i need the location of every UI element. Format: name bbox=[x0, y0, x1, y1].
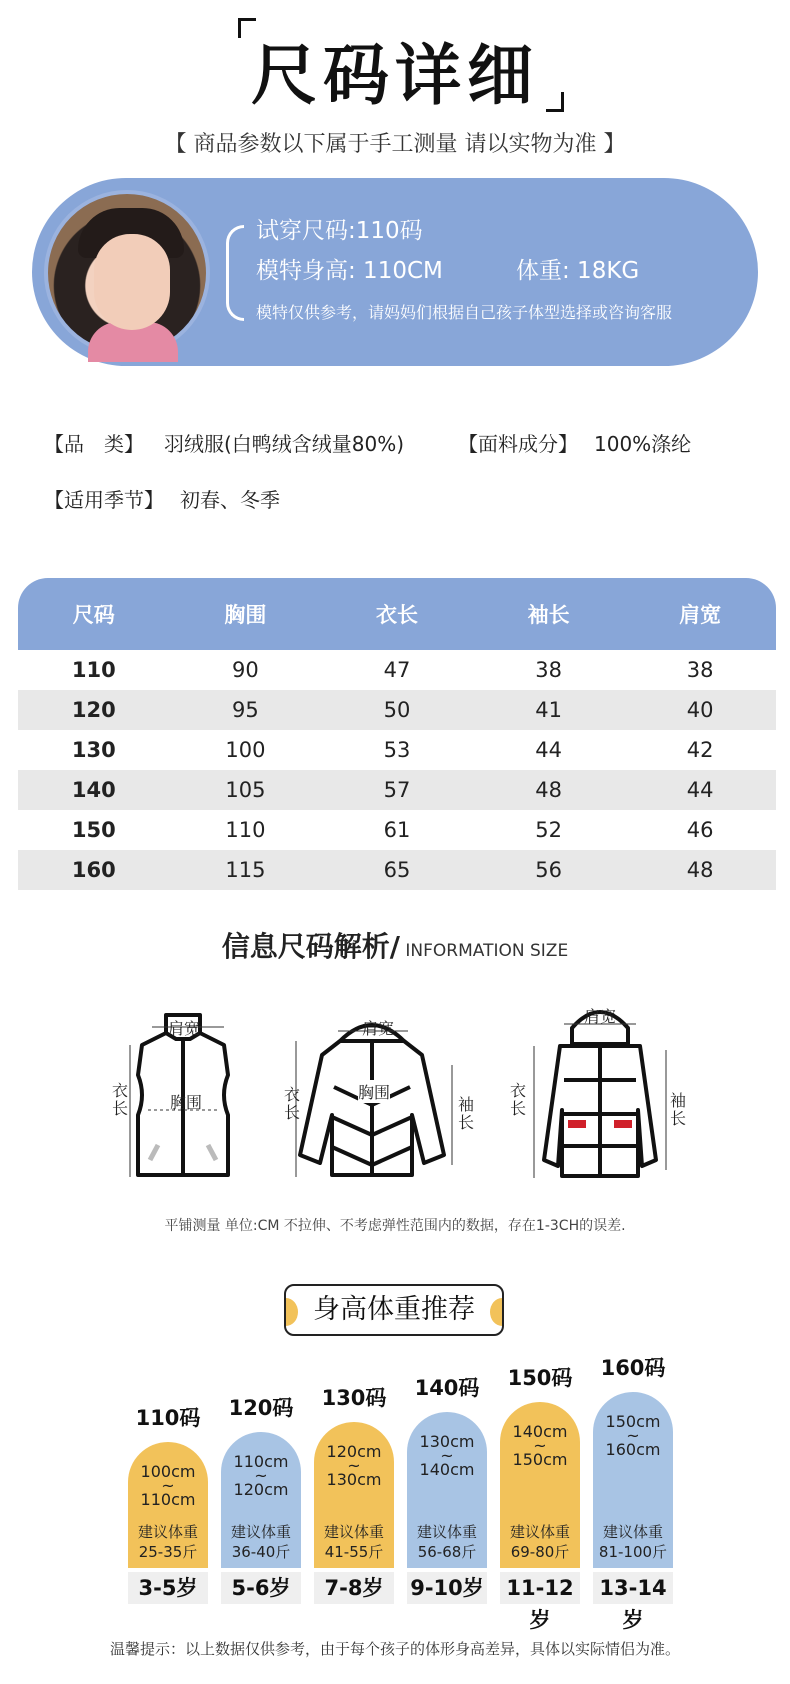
cell: 48 bbox=[535, 778, 562, 802]
recommend-height-pill bbox=[407, 1412, 487, 1568]
cell: 115 bbox=[225, 858, 266, 882]
height-min: 140cm bbox=[512, 1422, 568, 1441]
height-max: 140cm bbox=[419, 1460, 475, 1479]
th-size: 尺码 bbox=[72, 603, 115, 627]
title-bracket-right bbox=[546, 92, 564, 112]
weight-label: 建议体重 bbox=[137, 1523, 198, 1541]
coat-sleeve-label: 袖长 bbox=[670, 1091, 687, 1128]
recommend-age: 5-6岁 bbox=[221, 1572, 301, 1604]
cell: 130 bbox=[71, 738, 116, 762]
table-row bbox=[18, 690, 776, 730]
recommend-height-pill bbox=[128, 1442, 208, 1568]
vest-length-label: 衣长 bbox=[112, 1081, 129, 1118]
jacket-sleeve-label: 袖长 bbox=[458, 1095, 475, 1132]
height-max: 160cm bbox=[605, 1440, 661, 1459]
model-size: 试穿尺码:110码 bbox=[256, 218, 423, 244]
cell: 140 bbox=[71, 778, 116, 802]
coat-length-label: 衣长 bbox=[510, 1081, 527, 1118]
cell: 100 bbox=[225, 738, 266, 762]
cell: 160 bbox=[71, 858, 116, 882]
weight-label: 建议体重 bbox=[230, 1523, 291, 1541]
measure-title-cn: 信息尺码解析/ bbox=[221, 930, 401, 963]
height-tilde: ~ bbox=[626, 1426, 640, 1445]
recommend-title bbox=[284, 1284, 504, 1336]
size-table-body bbox=[18, 650, 776, 890]
footer-note: 温馨提示：以上数据仅供参考，由于每个孩子的体形身高差异，具体以实际情侣为准。 bbox=[109, 1640, 680, 1658]
weight-value: 81-100斤 bbox=[598, 1543, 668, 1561]
recommend-age: 7-8岁 bbox=[314, 1572, 394, 1604]
cell: 47 bbox=[383, 658, 411, 682]
category-value: 羽绒服(白鸭绒含绒量80%) bbox=[164, 432, 405, 456]
th-sleeve: 袖长 bbox=[527, 603, 570, 627]
height-max: 150cm bbox=[512, 1450, 568, 1469]
recommend-size: 120码 bbox=[228, 1396, 294, 1420]
fabric-label: 【面料成分】 bbox=[458, 432, 578, 456]
recommend-age: 11-12岁 bbox=[500, 1572, 580, 1604]
recommend-title-text: 身高体重推荐 bbox=[313, 1294, 475, 1325]
season-value: 初春、冬季 bbox=[180, 488, 280, 512]
cell: 38 bbox=[686, 658, 714, 682]
cell: 95 bbox=[232, 698, 259, 722]
height-max: 130cm bbox=[326, 1470, 382, 1489]
height-tilde: ~ bbox=[347, 1456, 361, 1475]
vest-shoulder-label: 肩宽 bbox=[168, 1019, 201, 1038]
cell: 56 bbox=[535, 858, 562, 882]
jacket-shoulder-label: 肩宽 bbox=[362, 1019, 395, 1038]
size-table-header bbox=[18, 578, 776, 650]
jacket-length-label: 衣长 bbox=[284, 1085, 301, 1122]
measure-section-title bbox=[0, 925, 790, 965]
cell: 105 bbox=[225, 778, 266, 802]
cell: 48 bbox=[686, 858, 714, 882]
height-tilde: ~ bbox=[161, 1476, 175, 1495]
weight-label: 建议体重 bbox=[416, 1523, 477, 1541]
weight-value: 41-55斤 bbox=[324, 1543, 384, 1561]
cell: 40 bbox=[686, 698, 714, 722]
brace-icon bbox=[226, 225, 244, 321]
cell: 110 bbox=[225, 818, 266, 842]
recommend-size: 150码 bbox=[507, 1366, 573, 1390]
jacket-chest-label: 胸围 bbox=[358, 1080, 390, 1103]
cell: 61 bbox=[383, 818, 411, 842]
recommend-size: 130码 bbox=[321, 1386, 387, 1410]
weight-value: 25-35斤 bbox=[138, 1543, 198, 1561]
category-label: 【品 类】 bbox=[44, 432, 144, 456]
height-tilde: ~ bbox=[254, 1466, 268, 1485]
th-shoulder: 肩宽 bbox=[679, 603, 722, 627]
recommend-size: 140码 bbox=[414, 1376, 480, 1400]
measure-title-en: INFORMATION SIZE bbox=[400, 941, 569, 961]
cell: 53 bbox=[383, 738, 411, 762]
cell: 150 bbox=[71, 818, 116, 842]
cell: 38 bbox=[535, 658, 562, 682]
th-chest: 胸围 bbox=[224, 603, 267, 627]
height-min: 120cm bbox=[326, 1442, 382, 1461]
recommend-height-pill bbox=[314, 1422, 394, 1568]
cell: 65 bbox=[383, 858, 411, 882]
height-min: 100cm bbox=[140, 1462, 196, 1481]
model-note: 模特仅供参考，请妈妈们根据自己孩子体型选择或咨询客服 bbox=[256, 303, 673, 322]
weight-label: 建议体重 bbox=[323, 1523, 384, 1541]
height-min: 150cm bbox=[605, 1412, 661, 1431]
height-tilde: ~ bbox=[533, 1436, 547, 1455]
table-row bbox=[18, 730, 776, 770]
recommend-height-pill bbox=[593, 1392, 673, 1568]
cell: 41 bbox=[535, 698, 562, 722]
recommend-size: 160码 bbox=[600, 1356, 666, 1380]
cell: 90 bbox=[232, 658, 259, 682]
model-height: 模特身高: 110CM bbox=[256, 258, 443, 284]
height-max: 120cm bbox=[233, 1480, 289, 1499]
model-avatar bbox=[44, 190, 210, 356]
recommend-age: 9-10岁 bbox=[407, 1572, 487, 1604]
table-row bbox=[18, 650, 776, 690]
weight-label: 建议体重 bbox=[509, 1523, 570, 1541]
page-title: 尺码详细 bbox=[251, 37, 539, 114]
table-row bbox=[18, 770, 776, 810]
weight-value: 56-68斤 bbox=[417, 1543, 477, 1561]
coat-shoulder-label: 肩宽 bbox=[584, 1007, 617, 1026]
cell: 44 bbox=[686, 778, 714, 802]
recommend-size: 110码 bbox=[135, 1406, 201, 1430]
height-min: 110cm bbox=[233, 1452, 289, 1471]
cell: 46 bbox=[686, 818, 714, 842]
recommend-age: 13-14岁 bbox=[593, 1572, 673, 1604]
cell: 52 bbox=[535, 818, 562, 842]
table-row bbox=[18, 850, 776, 890]
cell: 50 bbox=[383, 698, 411, 722]
th-length: 衣长 bbox=[375, 603, 418, 627]
size-table bbox=[18, 578, 776, 890]
cell: 42 bbox=[686, 738, 714, 762]
weight-label: 建议体重 bbox=[602, 1523, 663, 1541]
season-label: 【适用季节】 bbox=[44, 488, 164, 512]
cell: 57 bbox=[383, 778, 411, 802]
recommend-height-pill bbox=[221, 1432, 301, 1568]
cell: 120 bbox=[71, 698, 116, 722]
page-subtitle: 【 商品参数以下属于手工测量 请以实物为准 】 bbox=[164, 132, 626, 157]
height-tilde: ~ bbox=[440, 1446, 454, 1465]
cell: 110 bbox=[71, 658, 116, 682]
model-weight: 体重: 18KG bbox=[516, 258, 640, 284]
vest-chest-label: 胸围 bbox=[170, 1093, 203, 1112]
table-row bbox=[18, 810, 776, 850]
weight-value: 69-80斤 bbox=[510, 1543, 570, 1561]
height-max: 110cm bbox=[140, 1490, 196, 1509]
fabric-value: 100%涤纶 bbox=[594, 432, 692, 456]
cell: 44 bbox=[535, 738, 562, 762]
measure-note: 平铺测量 单位:CM 不拉伸、不考虑弹性范围内的数据，存在1-3CH的误差. bbox=[164, 1218, 626, 1234]
recommend-age: 3-5岁 bbox=[128, 1572, 208, 1604]
weight-value: 36-40斤 bbox=[231, 1543, 291, 1561]
recommend-height-pill bbox=[500, 1402, 580, 1568]
height-min: 130cm bbox=[419, 1432, 475, 1451]
